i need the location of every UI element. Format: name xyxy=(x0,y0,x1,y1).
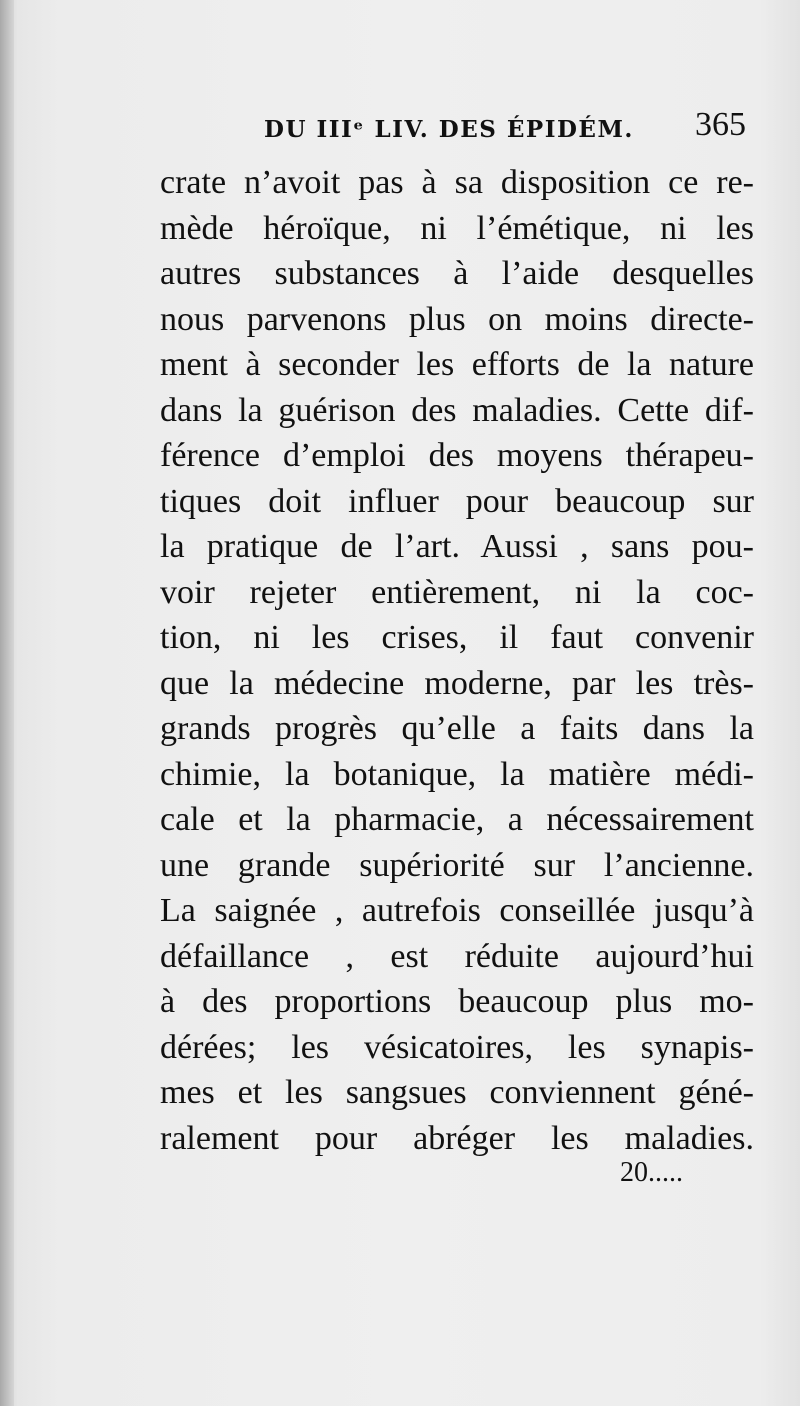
text-line: à des proportions beaucoup plus mo- xyxy=(160,983,754,1020)
text-line: ment à seconder les efforts de la nature xyxy=(160,346,754,383)
text-line: voir rejeter entièrement, ni la coc- xyxy=(160,573,754,611)
page-edge-shadow xyxy=(0,0,14,1406)
text-line: dérées; les vésicatoires, les synapis- xyxy=(160,1028,754,1066)
text-line: tion, ni les crises, il faut convenir xyxy=(160,619,754,656)
text-line: La saignée , autrefois conseillée jusqu’à xyxy=(160,892,754,929)
text-line: autres substances à l’aide desquelles xyxy=(160,255,754,292)
text-line: crate n’avoit pas à sa disposition ce re- xyxy=(160,164,754,201)
catchword: 20..... xyxy=(620,1157,683,1188)
text-line: dans la guérison des maladies. Cette dif- xyxy=(160,391,754,429)
text-line: nous parvenons plus on moins directe- xyxy=(160,300,754,338)
text-line: grands progrès qu’elle a faits dans la xyxy=(160,710,754,747)
text-line: une grande supériorité sur l’ancienne. xyxy=(160,846,754,884)
running-head: DU IIIᵉ LIV. DES ÉPIDÉM. xyxy=(264,116,634,143)
text-line: tiques doit influer pour beaucoup sur xyxy=(160,482,754,520)
page-header xyxy=(160,104,756,160)
text-line: mes et les sangsues conviennent géné- xyxy=(160,1074,754,1111)
body-text xyxy=(160,160,754,1161)
text-line: ralement pour abréger les maladies. xyxy=(160,1119,754,1157)
text-line: férence d’emploi des moyens thérapeu- xyxy=(160,437,754,474)
text-line: cale et la pharmacie, a nécessairement xyxy=(160,801,754,838)
page-number: 365 xyxy=(695,106,746,143)
text-line: la pratique de l’art. Aussi , sans pou- xyxy=(160,528,754,565)
text-line: défaillance , est réduite aujourd’hui xyxy=(160,937,754,975)
text-line: chimie, la botanique, la matière médi- xyxy=(160,755,754,793)
text-line: mède héroïque, ni l’émétique, ni les xyxy=(160,209,754,247)
text-line: que la médecine moderne, par les très- xyxy=(160,664,754,702)
